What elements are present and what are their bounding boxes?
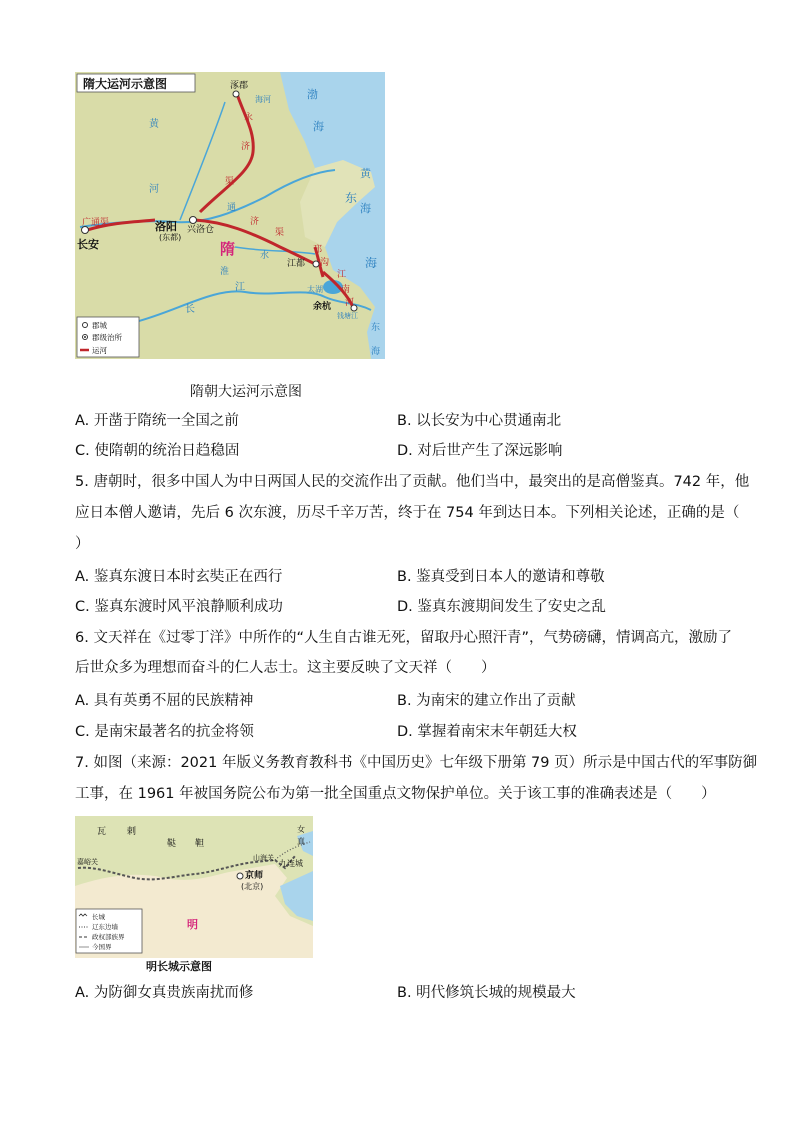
changan-label: 长安 xyxy=(77,238,99,251)
legend-regime-border: 政权部族界 xyxy=(92,933,125,941)
q5-option-a[interactable]: A. 鉴真东渡日本时玄奘正在西行 xyxy=(75,569,283,585)
q5-option-d[interactable]: D. 鉴真东渡期间发生了安史之乱 xyxy=(397,599,606,615)
da-label: 鞑 xyxy=(167,839,177,849)
changjiang-char-1: 长 xyxy=(185,304,195,315)
bohai2-label: 海 xyxy=(313,120,324,133)
jiangdu-label: 江都 xyxy=(287,259,306,269)
donghai-char-2: 海 xyxy=(371,347,381,357)
taihu-label: 太湖 xyxy=(307,285,323,294)
changjiang-char-2: 江 xyxy=(235,282,245,293)
jiayuguan-label: 嘉峪关 xyxy=(77,858,98,866)
sui-label: 隋 xyxy=(220,240,236,258)
huai-char-1: 淮 xyxy=(220,267,230,277)
yongji-char-3: 渠 xyxy=(225,177,235,187)
zhuojun-marker xyxy=(233,91,239,97)
map2-caption: 明长城示意图 xyxy=(146,960,212,973)
qiantang-label: 钱塘江 xyxy=(337,312,358,320)
q4-option-d[interactable]: D. 对后世产生了深远影响 xyxy=(397,443,563,459)
q5-option-c[interactable]: C. 鉴真东渡时风平浪静顺利成功 xyxy=(75,599,283,615)
q5-text-line2: 应日本僧人邀请，先后 6 次东渡，历尽千辛万苦，终于在 754 年到达日本。下列相关论述，正确的是（ xyxy=(75,505,740,521)
legend-canal: 运河 xyxy=(92,346,107,355)
jiangnan-char-1: 江 xyxy=(337,270,347,280)
zhen-label: 真 xyxy=(297,837,305,846)
legend-seat: 郡级治所 xyxy=(92,333,122,342)
jingshi-marker xyxy=(237,873,243,879)
jiangnan-char-3: 河 xyxy=(345,298,355,308)
jiuliancheng-label: 九连城 xyxy=(279,859,303,868)
wala-label: 瓦 xyxy=(97,827,107,837)
legend-modern-border: 今国界 xyxy=(92,943,112,951)
q5-option-b[interactable]: B. 鉴真受到日本人的邀请和尊敬 xyxy=(397,569,605,585)
q4-option-a[interactable]: A. 开凿于隋统一全国之前 xyxy=(75,413,239,429)
jiangnan-char-2: 南 xyxy=(341,285,351,295)
q4-option-b[interactable]: B. 以长安为中心贯通南北 xyxy=(397,413,562,429)
map1-caption: 隋朝大运河示意图 xyxy=(190,384,302,400)
jiangdu-marker xyxy=(313,261,319,267)
guangtong-label: 广通渠 xyxy=(82,218,110,228)
jingshi-label: 京师 xyxy=(245,871,264,881)
yongji-char-1: 永 xyxy=(244,113,254,123)
q7-option-a[interactable]: A. 为防御女真贵族南扰而修 xyxy=(75,985,254,1001)
q6-option-a[interactable]: A. 具有英勇不屈的民族精神 xyxy=(75,693,254,709)
q6-option-b[interactable]: B. 为南宋的建立作出了贡献 xyxy=(397,693,576,709)
bohai-label: 渤 xyxy=(307,88,318,101)
legend-liaodong-wall: 辽东边墙 xyxy=(92,923,118,931)
q6-option-c[interactable]: C. 是南宋最著名的抗金将领 xyxy=(75,724,254,740)
yongji-char-2: 济 xyxy=(241,142,251,152)
huanghe-char-1: 黄 xyxy=(149,119,159,130)
beijing-label: (北京) xyxy=(241,882,264,891)
tongji-char-3: 渠 xyxy=(275,228,285,238)
donghai-char-1: 东 xyxy=(371,323,381,333)
luoyang-marker xyxy=(190,217,197,224)
sui-grand-canal-map xyxy=(75,72,385,359)
ming-label: 明 xyxy=(187,918,198,931)
hangou-char-1: 邗 xyxy=(313,245,323,255)
dongdu-label: (东都) xyxy=(159,233,182,242)
q5-text-line1: 5. 唐朝时，很多中国人为中日两国人民的交流作出了贡献。他们当中，最突出的是高僧鉴真。742 年，他 xyxy=(75,474,750,490)
ming-great-wall-map xyxy=(75,816,313,958)
hai3-label: 海 xyxy=(365,256,378,270)
yuhang-label: 余杭 xyxy=(313,302,332,312)
map1-title: 隋大运河示意图 xyxy=(83,77,168,91)
legend-great-wall: 长城 xyxy=(92,913,105,921)
dan-label: 靼 xyxy=(195,839,205,849)
zhuojun-label: 涿郡 xyxy=(230,81,249,91)
huang2-label: 黄 xyxy=(360,167,371,180)
q5-text-line3: ） xyxy=(75,536,90,552)
huai-char-2: 水 xyxy=(260,251,270,261)
dong-label: 东 xyxy=(345,191,358,205)
q6-text-line1: 6. 文天祥在《过零丁洋》中所作的“人生自古谁无死，留取丹心照汗青”，气势磅礴，情调高亢，激励了 xyxy=(75,630,732,646)
shanhaiguan-label: 山海关 xyxy=(253,854,274,862)
xingluocang-label: 兴洛仓 xyxy=(187,225,215,235)
luoyang-label: 洛阳 xyxy=(155,220,177,233)
hai2-label: 海 xyxy=(360,202,371,215)
haihe-label: 海河 xyxy=(255,95,271,104)
q7-text-line1: 7. 如图（来源：2021 年版义务教育教科书《中国历史》七年级下册第 79 页）所示是中国古代的军事防御 xyxy=(75,755,758,771)
hangou-char-2: 沟 xyxy=(320,258,330,268)
q6-option-d[interactable]: D. 掌握着南宋末年朝廷大权 xyxy=(397,724,577,740)
q7-text-line2: 工事，在 1961 年被国务院公布为第一批全国重点文物保护单位。关于该工事的准确表述是（ ） xyxy=(75,786,716,802)
la-label: 剌 xyxy=(127,827,137,837)
tongji-char-2: 济 xyxy=(250,217,260,227)
q7-option-b[interactable]: B. 明代修筑长城的规模最大 xyxy=(397,985,576,1001)
q6-text-line2: 后世众多为理想而奋斗的仁人志士。这主要反映了文天祥（ ） xyxy=(75,660,496,676)
q4-option-c[interactable]: C. 使隋朝的统治日趋稳固 xyxy=(75,443,240,459)
huanghe-char-2: 河 xyxy=(149,184,159,195)
nv-label: 女 xyxy=(297,825,305,834)
legend-commandery-city: 郡城 xyxy=(92,321,107,330)
tongji-char-1: 通 xyxy=(227,203,237,213)
